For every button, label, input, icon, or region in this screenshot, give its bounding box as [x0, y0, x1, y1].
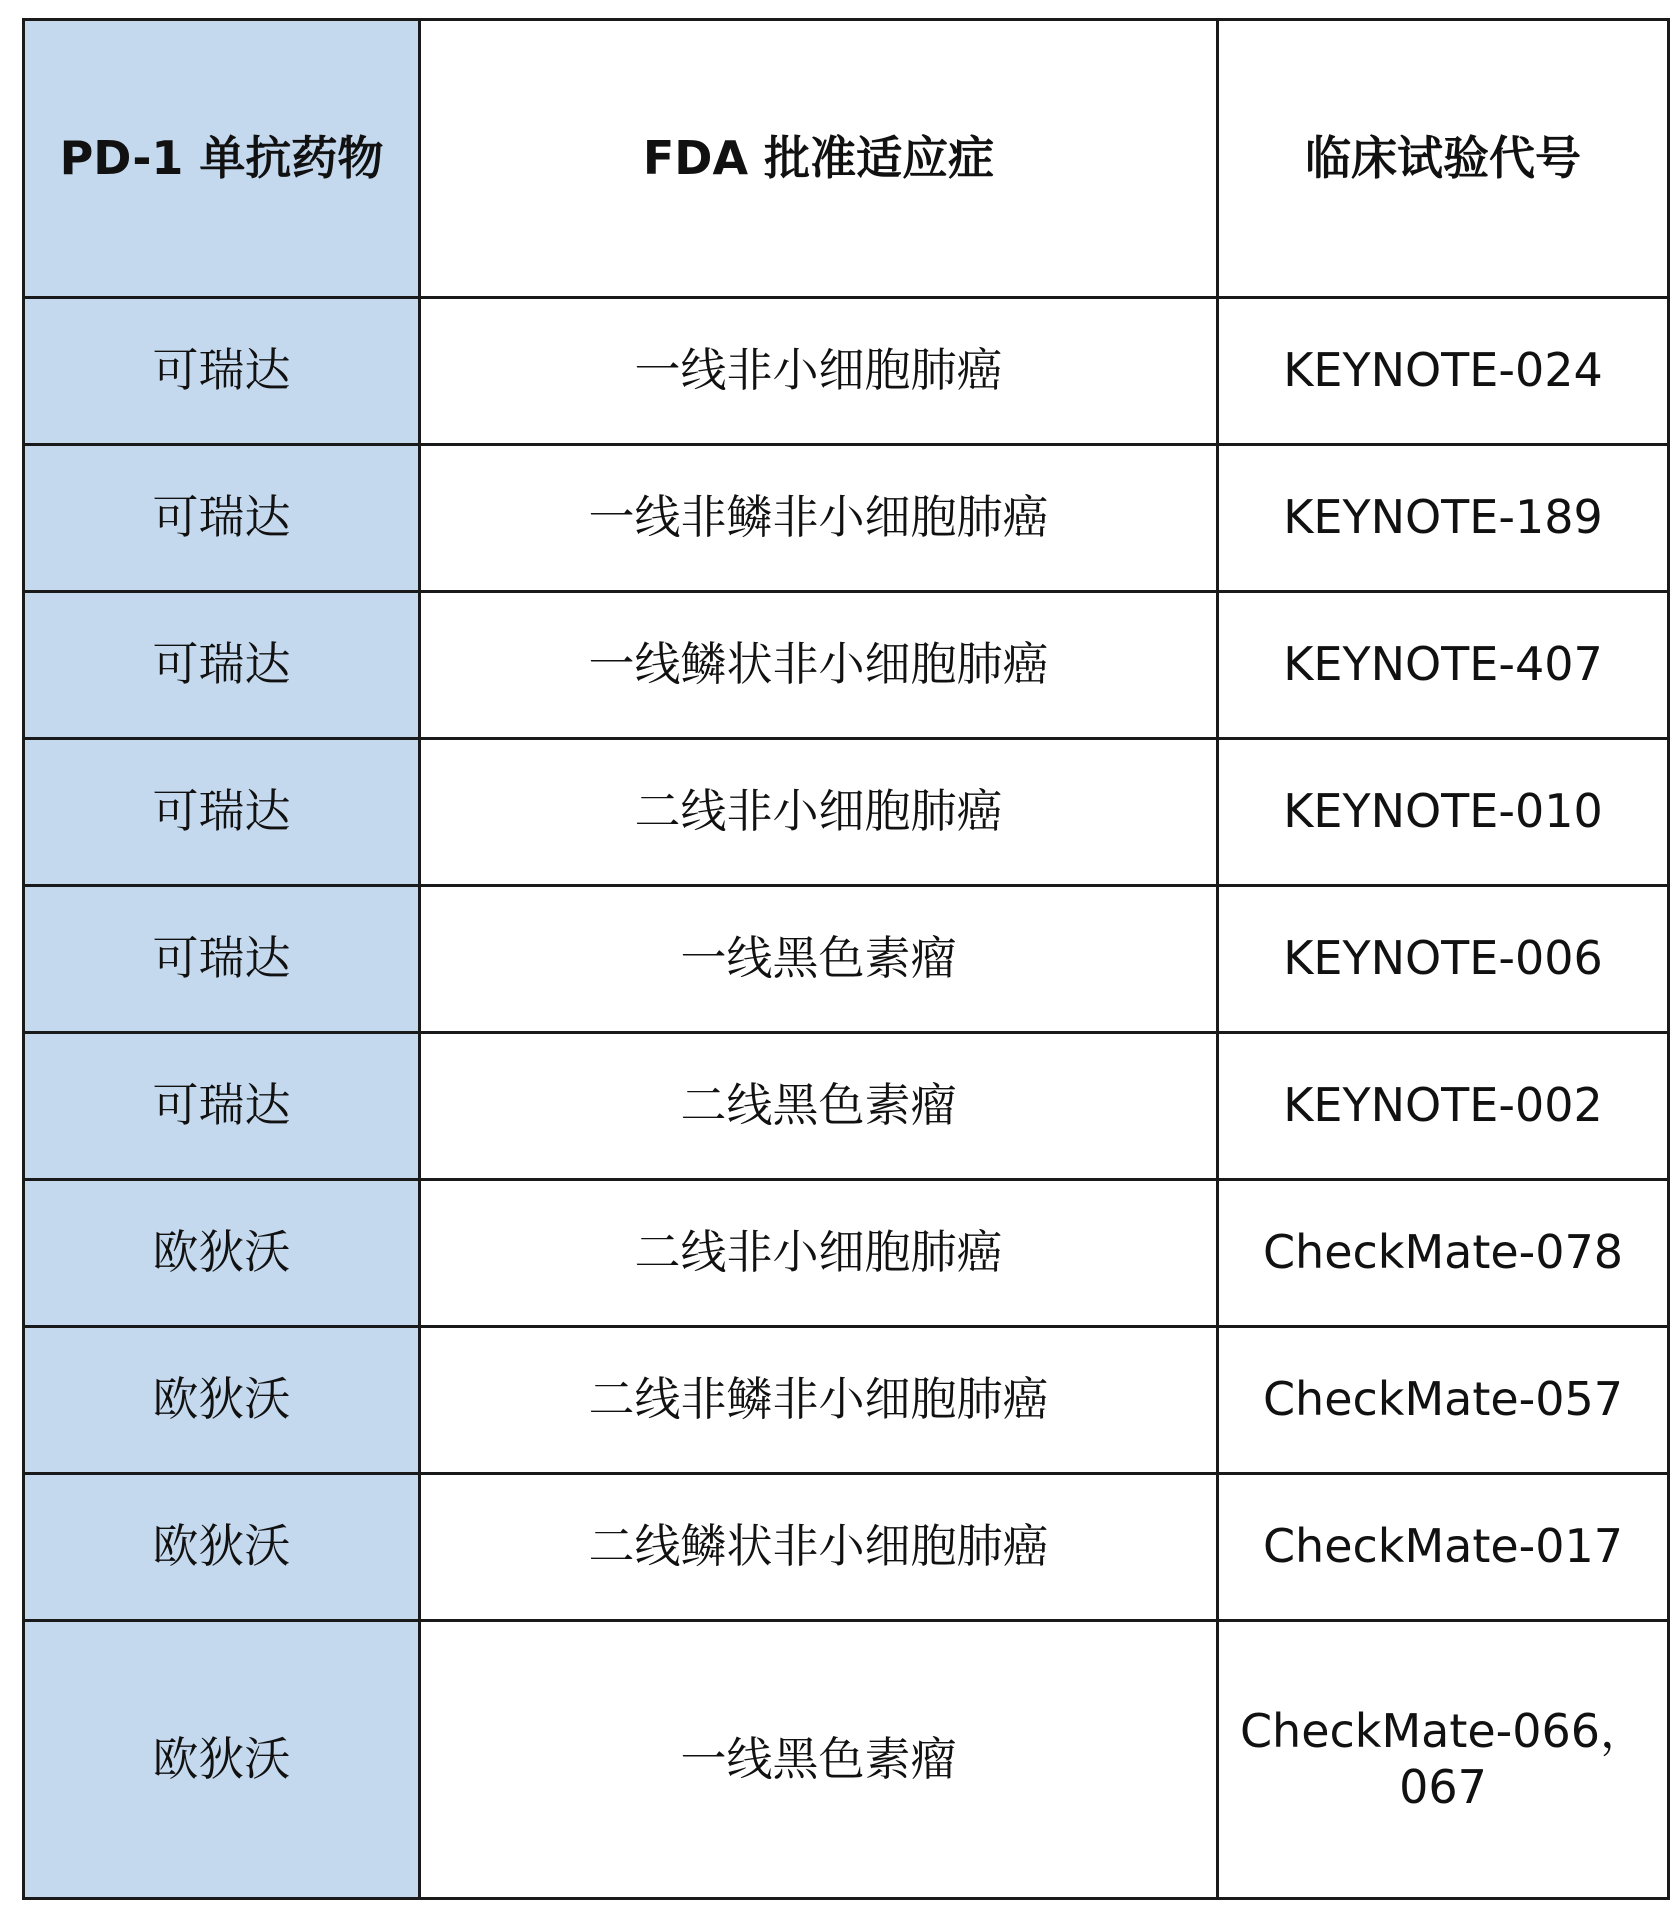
trial-cell: KEYNOTE-407 — [1218, 592, 1669, 739]
trial-cell: CheckMate-078 — [1218, 1180, 1669, 1327]
pd1-approval-table — [22, 18, 1670, 1900]
indication-cell: 一线鳞状非小细胞肺癌 — [420, 592, 1218, 739]
drug-cell: 可瑞达 — [24, 739, 420, 886]
indication-cell: 二线非鳞非小细胞肺癌 — [420, 1327, 1218, 1474]
trial-cell: KEYNOTE-010 — [1218, 739, 1669, 886]
header-indication: FDA 批准适应症 — [420, 20, 1218, 298]
trial-cell — [1218, 1621, 1669, 1899]
table-row — [24, 592, 1669, 739]
table-row — [24, 1621, 1669, 1899]
drug-cell: 欧狄沃 — [24, 1327, 420, 1474]
table-row — [24, 739, 1669, 886]
table-row — [24, 1474, 1669, 1621]
drug-cell: 可瑞达 — [24, 298, 420, 445]
trial-cell: KEYNOTE-024 — [1218, 298, 1669, 445]
drug-cell: 可瑞达 — [24, 592, 420, 739]
trial-cell: CheckMate-057 — [1218, 1327, 1669, 1474]
drug-cell: 可瑞达 — [24, 886, 420, 1033]
trial-cell: KEYNOTE-002 — [1218, 1033, 1669, 1180]
trial-cell: KEYNOTE-006 — [1218, 886, 1669, 1033]
trial-line-1: CheckMate-066， — [1239, 1704, 1647, 1759]
trial-cell: CheckMate-017 — [1218, 1474, 1669, 1621]
header-drug: PD-1 单抗药物 — [24, 20, 420, 298]
indication-cell: 一线黑色素瘤 — [420, 886, 1218, 1033]
table-row — [24, 1033, 1669, 1180]
indication-cell: 二线鳞状非小细胞肺癌 — [420, 1474, 1218, 1621]
indication-cell: 一线非鳞非小细胞肺癌 — [420, 445, 1218, 592]
drug-cell: 欧狄沃 — [24, 1474, 420, 1621]
indication-cell: 二线黑色素瘤 — [420, 1033, 1218, 1180]
trial-line-2: 067 — [1399, 1759, 1487, 1814]
indication-cell: 二线非小细胞肺癌 — [420, 1180, 1218, 1327]
table-row — [24, 1327, 1669, 1474]
trial-cell: KEYNOTE-189 — [1218, 445, 1669, 592]
indication-cell: 一线黑色素瘤 — [420, 1621, 1218, 1899]
indication-cell: 一线非小细胞肺癌 — [420, 298, 1218, 445]
indication-cell: 二线非小细胞肺癌 — [420, 739, 1218, 886]
table-row — [24, 445, 1669, 592]
table-row — [24, 886, 1669, 1033]
table-row — [24, 298, 1669, 445]
drug-cell: 可瑞达 — [24, 445, 420, 592]
header-trial: 临床试验代号 — [1218, 20, 1669, 298]
drug-cell: 可瑞达 — [24, 1033, 420, 1180]
drug-cell: 欧狄沃 — [24, 1180, 420, 1327]
drug-cell: 欧狄沃 — [24, 1621, 420, 1899]
table-header-row — [24, 20, 1669, 298]
table-row — [24, 1180, 1669, 1327]
